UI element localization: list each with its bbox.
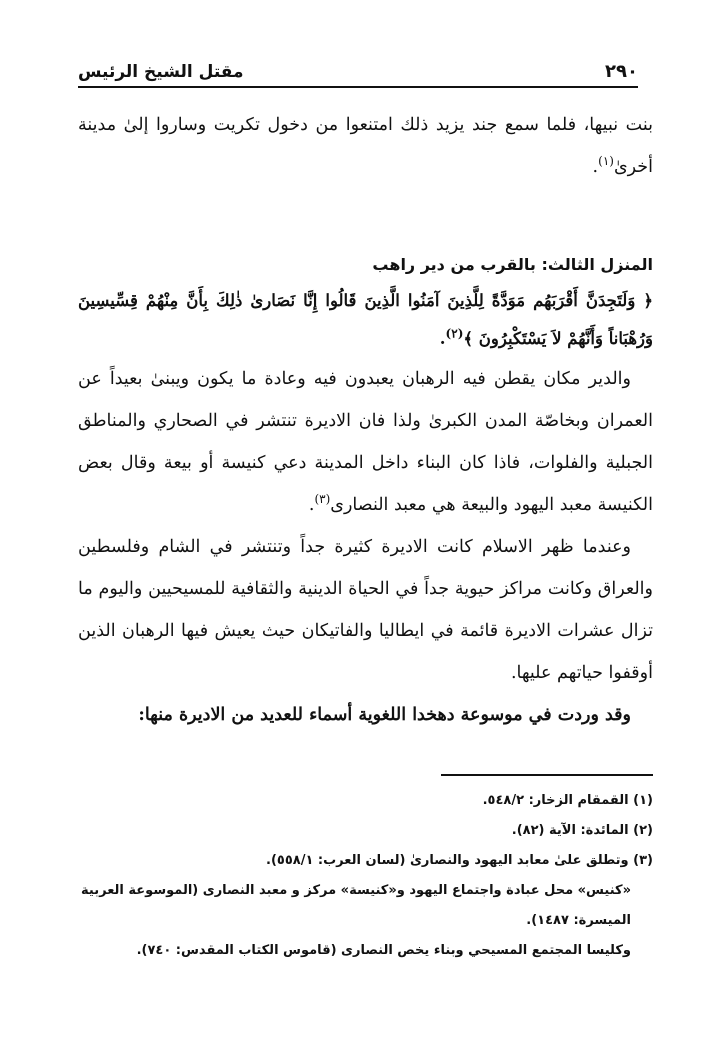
footnote-3-continued: «كنيس» محل عبادة واجتماع اليهود و«كنيسة» مركز و معبد النصارى (الموسوعة العربية الميسرة: ١٤٨٧).	[81, 883, 631, 928]
section-heading: المنزل الثالث: بالقرب من دير راهب	[372, 255, 653, 274]
page-header	[78, 52, 638, 82]
footnote-3: (٣) وتطلق علىٰ معابد اليهود والنصارىٰ (لسان العرب: ٥٥٨/١).	[266, 853, 653, 868]
footnote-ref-3: (٣)	[314, 492, 331, 507]
footnote-ref-1: (١)	[598, 154, 614, 169]
page-number: ٢٩٠	[605, 61, 638, 82]
paragraph-2: والدير مكان يقطن فيه الرهبان يعبدون فيه وعادة ما يكون ويبنىٰ بعيداً عن العمران وبخاصّة المدن الكبرىٰ ولذا فان الاديرة تنتشر في الصحاري والمناطق الجبلية والفلوات، فاذا كان البناء داخل المدينة دعي كنيسة أو بيعة وقال بعض الكنيسة معبد اليهود والبيعة هي معبد النصارى$^{(٣)}$.	[78, 369, 653, 515]
header-divider	[78, 86, 638, 88]
footnotes	[73, 786, 653, 966]
footnote-3-continued-2: وكليسا المجتمع المسيحي وبناء يخص النصارى (قاموس الكتاب المقدس: ٧٤٠).	[136, 943, 631, 958]
main-text	[78, 104, 653, 736]
footnote-divider	[441, 774, 653, 776]
quran-verse: ﴿ وَلَتَجِدَنَّ أَقْرَبَهُم مَوَدَّةً لِلَّذِينَ آمَنُوا الَّذِينَ قَالُوا إِنَّا نَصَارىٰ ذٰلِكَ بِأَنَّ مِنْهُمْ قِسِّيسِينَ وَرُهْبَاناً وَأَنَّهُمْ لاَ يَسْتَكْبِرُونَ ﴾$^{(٢)}$.	[78, 291, 653, 348]
paragraph-3: وعندما ظهر الاسلام كانت الاديرة كثيرة جداً وتنتشر في الشام وفلسطين والعراق وكانت مراكز حيوية جداً في الحياة الدينية والثقافية للمسيحيين واليوم ما تزال عشرات الاديرة قائمة في ايطاليا والفاتيكان حيث يعيش فيها الرهبان الذين أوقفوا حياتهم عليها.	[78, 537, 653, 683]
footnote-1: (١) القمقام الزخار: ٥٤٨/٢.	[482, 793, 653, 808]
footnote-ref-2: (٢)	[445, 326, 464, 341]
paragraph-4: وقد وردت في موسوعة دهخدا اللغوية أسماء للعديد من الاديرة منها:	[138, 705, 631, 725]
running-title: مقتل الشيخ الرئيس	[78, 62, 244, 82]
footnote-2: (٢) المائدة: الآية (٨٢).	[511, 823, 653, 838]
paragraph-1: بنت نبيها، فلما سمع جند يزيد ذلك امتنعوا من دخول تكريت وساروا إلىٰ مدينة أخرىٰ$^{(١)}$.	[78, 115, 653, 177]
section-gap	[78, 188, 653, 248]
